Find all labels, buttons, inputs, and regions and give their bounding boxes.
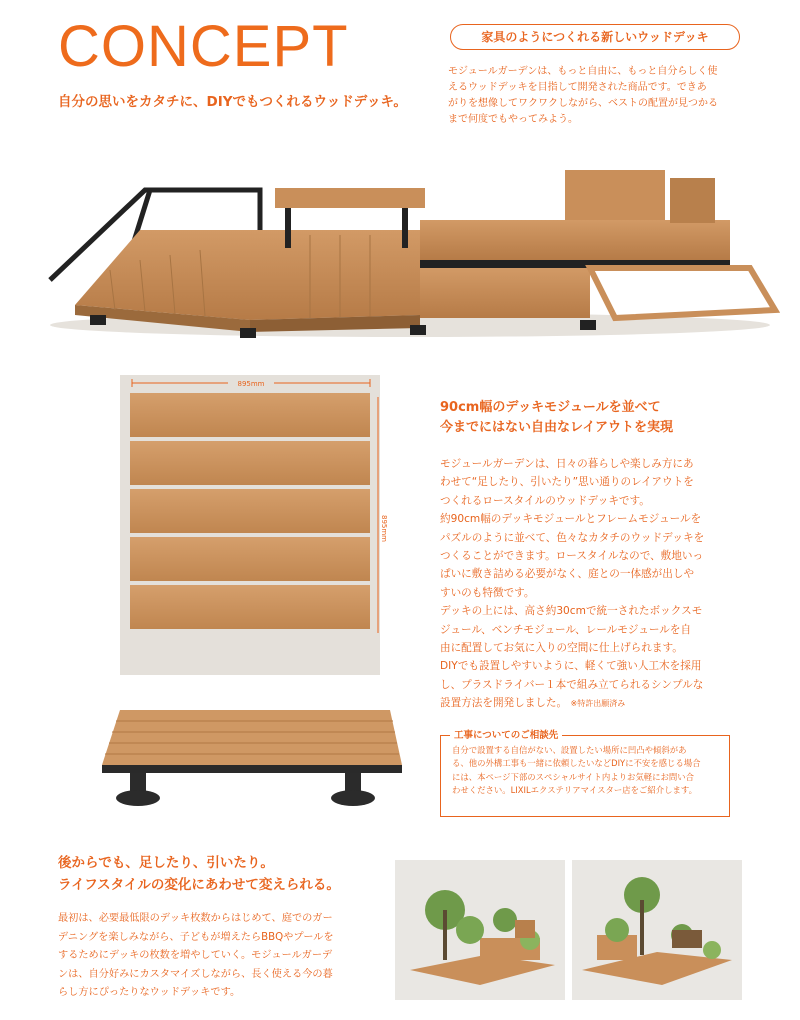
body-line: ジュール、ベンチモジュール、レールモジュールを自: [440, 623, 692, 636]
deck-lower: [420, 268, 590, 318]
dimension-width-label: 895mm: [237, 380, 265, 388]
garden-photo-1: [395, 860, 565, 1000]
module-feet: [116, 773, 375, 806]
notice-line: わせください。LIXILエクステリアマイスター店をご紹介します。: [452, 785, 697, 796]
body-line: すいのも特徴です。: [440, 586, 535, 599]
section1-heading: [440, 398, 673, 438]
body-line: つくることができます。ロースタイルなので、敷地いっ: [440, 550, 704, 563]
deck-raised: [420, 220, 730, 260]
heading-line: 後からでも、足したり、引いたり。: [58, 855, 274, 871]
notice-line: には、本ページ下部のスペシャルサイト内よりお気軽にお問い合: [452, 771, 694, 782]
module-top: [102, 710, 402, 765]
body-line: するためにデッキの枚数を増やしていく。モジュールガーデ: [58, 950, 333, 962]
body-line-last: 設置方法を開発しました。 ※特許出願済み: [440, 697, 626, 710]
deck-module-perspective: [90, 690, 410, 820]
body-line: らし方にぴったりなウッドデッキです。: [58, 987, 241, 999]
tagline-pill: 家具のようにつくれる新しいウッドデッキ: [450, 24, 740, 50]
bench-top: [275, 188, 425, 208]
box-module: [565, 170, 665, 220]
intro-text: [448, 64, 748, 128]
intro-line: まで何度でもやってみよう。: [448, 114, 578, 125]
heading-line: 今までにはない自由なレイアウトを実現: [440, 420, 673, 435]
notice-text: [452, 744, 722, 798]
body-line: DIYでも設置しやすいように、軽くて強い人工木を採用: [440, 660, 702, 673]
garden-photo-2: [572, 860, 742, 1000]
body-line: つくれるロースタイルのウッドデッキです。: [440, 494, 650, 507]
board: [130, 489, 370, 533]
deck-main: [75, 230, 420, 320]
body-line: ンは、自分好みにカスタマイズしながら、長く使える今の暮: [58, 968, 333, 980]
patent-note: ※特許出願済み: [570, 699, 626, 709]
body-line: 最初は、必要最低限のデッキ枚数からはじめて、庭でのガー: [58, 913, 333, 924]
deck-module-topview: [120, 375, 400, 690]
intro-line: モジュールガーデンは、もっと自由に、もっと自分らしく使: [448, 66, 718, 77]
heading-line: ライフスタイルの変化にあわせて変えられる。: [58, 877, 340, 893]
module-frame: [102, 765, 402, 773]
body-line: わせて“足したり、引いたり”思い通りのレイアウトを: [440, 476, 694, 489]
body-line: ぱいに敷き詰める必要がなく、庭との一体感が出しや: [440, 568, 695, 581]
board: [130, 393, 370, 437]
section2-body: [58, 910, 388, 1003]
notice-line: 自分で設置する自信がない、設置したい場所に凹凸や傾斜があ: [452, 745, 687, 755]
section2-heading: [58, 852, 340, 896]
section1-body: [440, 455, 740, 714]
board: [130, 441, 370, 485]
board: [130, 537, 370, 581]
page-title: CONCEPT: [58, 14, 349, 79]
bench-leg: [285, 208, 291, 248]
planter-box: [670, 178, 715, 223]
body-line: 約90cm幅のデッキモジュールとフレームモジュールを: [440, 513, 702, 526]
hero-deck-image: [30, 150, 780, 350]
intro-line: えるウッドデッキを目指して開発された商品です。できあ: [448, 82, 707, 93]
body-line: し、プラスドライバー１本で組み立てられるシンプルな: [440, 678, 704, 691]
body-line: パズルのように並べて、色々なカタチのウッドデッキを: [440, 531, 705, 544]
bench-leg: [402, 208, 408, 248]
body-line: デニングを楽しみながら、子どもが増えたらBBQやプールを: [58, 931, 334, 943]
notice-title: 工事についてのご相談先: [450, 727, 562, 741]
body-line: モジュールガーデンは、日々の暮らしや楽しみ方にあ: [440, 458, 694, 470]
notice-line: る、他の外構工事も一緒に依頼したいなどDIYに不安を感じる場合: [452, 758, 701, 769]
page-subtitle: 自分の思いをカタチに、DIYでもつくれるウッドデッキ。: [58, 94, 407, 110]
deck-boards: [130, 393, 370, 629]
body-line: デッキの上には、高さ約30cmで統一されたボックスモ: [440, 605, 703, 618]
dimension-height-label: 895mm: [380, 515, 388, 542]
body-line: 由に配置してお気に入りの空間に仕上げられます。: [440, 642, 683, 655]
frame-module: [590, 268, 775, 318]
intro-line: がりを想像してワクワクしながら、ベストの配置が見つかる: [448, 98, 718, 109]
heading-line: 90cm幅のデッキモジュールを並べて: [440, 400, 661, 415]
board: [130, 585, 370, 629]
